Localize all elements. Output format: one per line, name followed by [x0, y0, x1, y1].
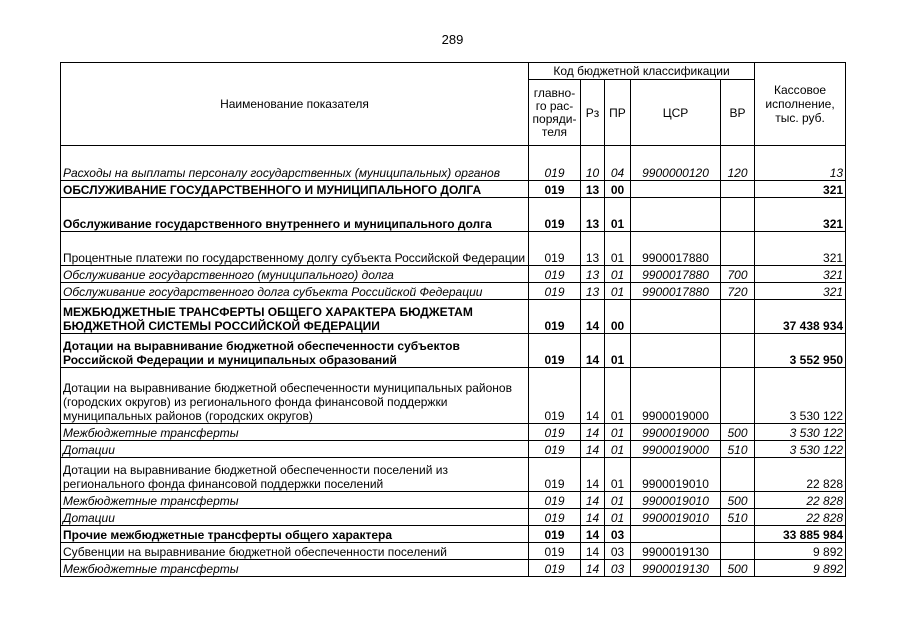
header-amount: Кассовое исполнение, тыс. руб.: [755, 63, 846, 146]
cell-pr: 04: [605, 146, 631, 181]
table-body: [61, 146, 846, 577]
cell-pr: 01: [605, 334, 631, 368]
cell-amount: 22 828: [755, 509, 846, 526]
cell-name: Обслуживание государственного долга субъекта Российской Федерации: [61, 283, 529, 300]
table-row: [61, 492, 846, 509]
cell-admin-code: 019: [529, 300, 581, 334]
table-row: [61, 232, 846, 266]
cell-admin-code: 019: [529, 266, 581, 283]
cell-amount: 9 892: [755, 560, 846, 577]
cell-amount: 22 828: [755, 492, 846, 509]
cell-rz: 14: [581, 424, 605, 441]
cell-rz: 14: [581, 492, 605, 509]
header-classification-code: Код бюджетной классификации: [529, 63, 755, 80]
cell-vr: 120: [721, 146, 755, 181]
cell-admin-code: 019: [529, 181, 581, 198]
cell-pr: 01: [605, 492, 631, 509]
cell-name: Обслуживание государственного внутреннего и муниципального долга: [61, 198, 529, 232]
cell-amount: 321: [755, 283, 846, 300]
cell-csr: 9900019000: [631, 424, 721, 441]
cell-name: Обслуживание государственного (муниципального) долга: [61, 266, 529, 283]
cell-amount: 37 438 934: [755, 300, 846, 334]
cell-pr: 01: [605, 424, 631, 441]
header-pr: ПР: [605, 80, 631, 146]
cell-admin-code: 019: [529, 492, 581, 509]
page-number: 289: [441, 32, 464, 47]
table-row: [61, 509, 846, 526]
cell-vr: 500: [721, 560, 755, 577]
cell-rz: 13: [581, 198, 605, 232]
cell-amount: 13: [755, 146, 846, 181]
header-vr: ВР: [721, 80, 755, 146]
table-row: [61, 560, 846, 577]
cell-csr: 9900017880: [631, 266, 721, 283]
cell-pr: 01: [605, 283, 631, 300]
header-admin: главно-го рас-поряди-теля: [529, 80, 581, 146]
cell-vr: [721, 368, 755, 424]
cell-vr: [721, 334, 755, 368]
cell-csr: [631, 526, 721, 543]
cell-csr: 9900019130: [631, 543, 721, 560]
cell-name: Межбюджетные трансферты: [61, 424, 529, 441]
cell-amount: 321: [755, 232, 846, 266]
header-csr: ЦСР: [631, 80, 721, 146]
cell-name: Дотации на выравнивание бюджетной обеспеченности субъектов Российской Федерации и муниципальных образований: [61, 334, 529, 368]
cell-rz: 14: [581, 334, 605, 368]
cell-csr: 9900019010: [631, 458, 721, 492]
cell-admin-code: 019: [529, 560, 581, 577]
cell-name: ОБСЛУЖИВАНИЕ ГОСУДАРСТВЕННОГО И МУНИЦИПАЛЬНОГО ДОЛГА: [61, 181, 529, 198]
cell-amount: 22 828: [755, 458, 846, 492]
cell-csr: 9900019000: [631, 368, 721, 424]
cell-name: Процентные платежи по государственному долгу субъекта Российской Федерации: [61, 232, 529, 266]
cell-pr: 01: [605, 232, 631, 266]
header-name: Наименование показателя: [61, 63, 529, 146]
header-rz: Рз: [581, 80, 605, 146]
cell-vr: 720: [721, 283, 755, 300]
cell-amount: 321: [755, 198, 846, 232]
cell-rz: 13: [581, 232, 605, 266]
table-row: [61, 300, 846, 334]
cell-vr: 500: [721, 424, 755, 441]
cell-name: МЕЖБЮДЖЕТНЫЕ ТРАНСФЕРТЫ ОБЩЕГО ХАРАКТЕРА БЮДЖЕТАМ БЮДЖЕТНОЙ СИСТЕМЫ РОССИЙСКОЙ ФЕДЕРАЦИИ: [61, 300, 529, 334]
cell-rz: 14: [581, 543, 605, 560]
cell-pr: 01: [605, 266, 631, 283]
cell-csr: 9900000120: [631, 146, 721, 181]
cell-vr: [721, 526, 755, 543]
cell-rz: 14: [581, 300, 605, 334]
table-row: [61, 441, 846, 458]
cell-pr: 01: [605, 441, 631, 458]
cell-rz: 10: [581, 146, 605, 181]
cell-csr: 9900019000: [631, 441, 721, 458]
cell-rz: 14: [581, 560, 605, 577]
cell-pr: 00: [605, 300, 631, 334]
table-row: [61, 181, 846, 198]
cell-csr: [631, 300, 721, 334]
cell-amount: 3 552 950: [755, 334, 846, 368]
cell-csr: [631, 198, 721, 232]
cell-vr: 510: [721, 441, 755, 458]
cell-admin-code: 019: [529, 198, 581, 232]
cell-pr: 03: [605, 560, 631, 577]
cell-admin-code: 019: [529, 368, 581, 424]
cell-vr: 500: [721, 492, 755, 509]
cell-admin-code: 019: [529, 543, 581, 560]
budget-execution-table: [60, 62, 846, 577]
cell-pr: 00: [605, 181, 631, 198]
cell-rz: 14: [581, 458, 605, 492]
cell-admin-code: 019: [529, 146, 581, 181]
cell-name: Дотации на выравнивание бюджетной обеспеченности поселений из регионального фонда финансовой поддержки поселений: [61, 458, 529, 492]
cell-rz: 14: [581, 526, 605, 543]
table-row: [61, 526, 846, 543]
cell-name: Дотации: [61, 509, 529, 526]
cell-csr: 9900017880: [631, 283, 721, 300]
cell-vr: [721, 232, 755, 266]
cell-amount: 33 885 984: [755, 526, 846, 543]
table-row: [61, 266, 846, 283]
cell-vr: 510: [721, 509, 755, 526]
cell-rz: 14: [581, 509, 605, 526]
cell-amount: 321: [755, 266, 846, 283]
cell-vr: [721, 543, 755, 560]
table-row: [61, 424, 846, 441]
cell-vr: [721, 181, 755, 198]
cell-pr: 01: [605, 509, 631, 526]
cell-rz: 13: [581, 283, 605, 300]
cell-csr: 9900019130: [631, 560, 721, 577]
cell-admin-code: 019: [529, 509, 581, 526]
cell-name: Расходы на выплаты персоналу государственных (муниципальных) органов: [61, 146, 529, 181]
cell-admin-code: 019: [529, 424, 581, 441]
cell-name: Дотации на выравнивание бюджетной обеспеченности муниципальных районов (городских округов) из регионального фонда финансовой поддержки муниципальных районов (городских округов): [61, 368, 529, 424]
cell-pr: 03: [605, 526, 631, 543]
cell-csr: 9900017880: [631, 232, 721, 266]
cell-name: Прочие межбюджетные трансферты общего характера: [61, 526, 529, 543]
table-row: [61, 146, 846, 181]
table-row: [61, 543, 846, 560]
cell-amount: 3 530 122: [755, 424, 846, 441]
cell-name: Межбюджетные трансферты: [61, 560, 529, 577]
cell-csr: 9900019010: [631, 509, 721, 526]
cell-amount: 3 530 122: [755, 441, 846, 458]
cell-rz: 14: [581, 441, 605, 458]
table-row: [61, 458, 846, 492]
cell-admin-code: 019: [529, 458, 581, 492]
cell-vr: [721, 198, 755, 232]
cell-amount: 321: [755, 181, 846, 198]
cell-pr: 01: [605, 368, 631, 424]
cell-admin-code: 019: [529, 441, 581, 458]
table-row: [61, 283, 846, 300]
cell-csr: [631, 334, 721, 368]
cell-name: Дотации: [61, 441, 529, 458]
cell-admin-code: 019: [529, 232, 581, 266]
cell-pr: 01: [605, 458, 631, 492]
cell-amount: 9 892: [755, 543, 846, 560]
cell-vr: [721, 458, 755, 492]
cell-admin-code: 019: [529, 334, 581, 368]
cell-rz: 14: [581, 368, 605, 424]
cell-amount: 3 530 122: [755, 368, 846, 424]
cell-name: Межбюджетные трансферты: [61, 492, 529, 509]
cell-pr: 03: [605, 543, 631, 560]
cell-vr: [721, 300, 755, 334]
cell-rz: 13: [581, 266, 605, 283]
cell-csr: [631, 181, 721, 198]
table-row: [61, 334, 846, 368]
cell-pr: 01: [605, 198, 631, 232]
cell-admin-code: 019: [529, 283, 581, 300]
cell-csr: 9900019010: [631, 492, 721, 509]
cell-admin-code: 019: [529, 526, 581, 543]
cell-name: Субвенции на выравнивание бюджетной обеспеченности поселений: [61, 543, 529, 560]
table-row: [61, 198, 846, 232]
table-row: [61, 368, 846, 424]
cell-vr: 700: [721, 266, 755, 283]
table-header: [61, 63, 846, 146]
cell-rz: 13: [581, 181, 605, 198]
